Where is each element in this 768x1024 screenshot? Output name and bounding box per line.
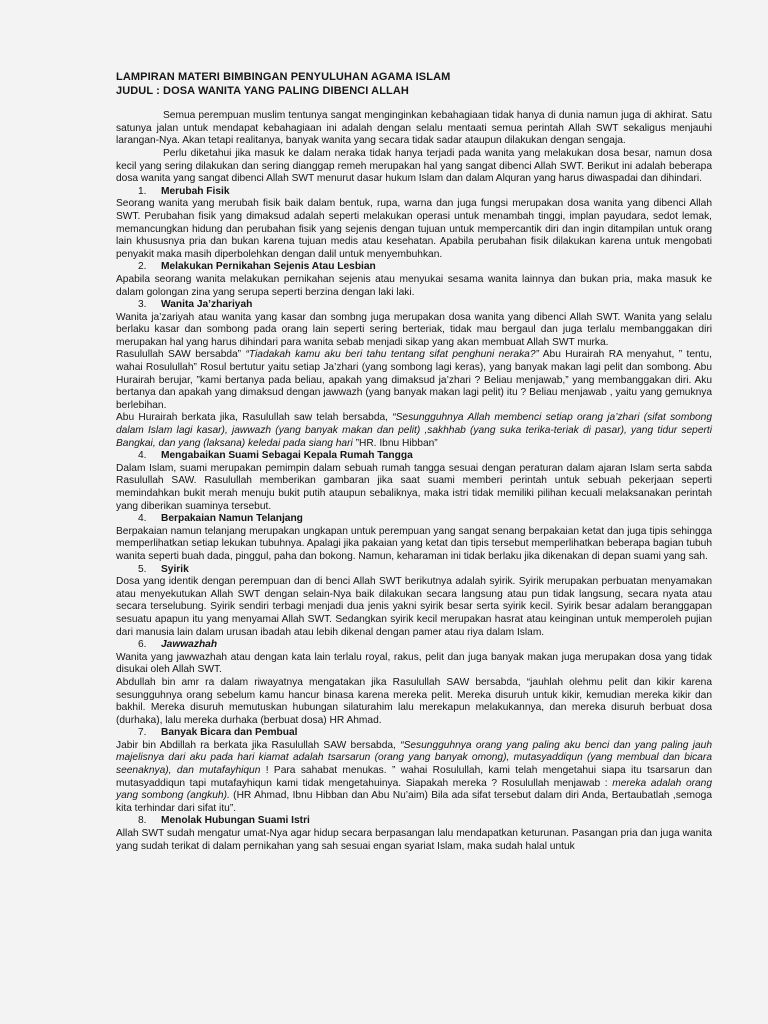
- section-title: Menolak Hubungan Suami Istri: [161, 815, 310, 827]
- section-number: 5.: [138, 563, 147, 575]
- intro-paragraph-2: Perlu diketahui jika masuk ke dalam neraka tidak hanya terjadi pada wanita yang melakukan dosa besar, namun dosa kecil yang sering dilakukan dan sering dianggap remeh merupakan hal yang sangat dibenci Allah SWT. Berikut ini adalah beberapa dosa wanita yang sangat dibenci Allah SWT menurut dasar hukum Islam dan dalam Alquran yang harus diwaspadai dan dihindari.: [116, 147, 712, 185]
- intro-paragraph-1: Semua perempuan muslim tentunya sangat menginginkan kebahagiaan tidak hanya di dunia namun juga di akhirat. Satu satunya jalan untuk mendapat kebahagiaan ini adalah dengan selalu mentaati semua perintah Allah SWT sekaligus menjauhi larangan-Nya. Akan tetapi realitanya, banyak wanita yang secara tidak sadar ataupun dilakukan dengan sengaja.: [116, 110, 712, 147]
- hadith-quote: “Sesungguhnya Allah membenci setiap orang ja’zhari (sifat sombong dalam Islam lagi kasar), jawwazh (yang banyak makan dan pelit) ,sakhhab (yang suka terika-teriak di pasar), yang tidur seperti Bangkai, dan yang (laksana) keledai pada siang hari: [116, 412, 712, 449]
- section-number: 1.: [138, 185, 147, 197]
- section-6-text: Dosa yang identik dengan perempuan dan di benci Allah SWT berikutnya adalah syirik. Syirik merupakan perbuatan menyamakan atau menyekutukan Allah SWT dengan selain-Nya baik dilakukan secara langsung atau pun tidak langsung, secara nyata atau secara terselubung. Syirik sendiri terbagi menjadi dua jenis yakni syirik besar serta syirik kecil. Syirik besar adalam beranggapan sesuatu apapun itu yang menyamai Allah SWT. Sedangkan syirik kecil merupakan hasrat atau keinginan untuk memperoleh pujian dari manusia lain dalam urusan ibadah atau lebih dikenal dengan pamer atau riya dalam Islam.: [116, 576, 712, 638]
- hadith-intro: Abu Hurairah berkata jika, Rasulullah saw telah bersabda,: [116, 412, 393, 424]
- section-number: 8.: [138, 815, 147, 827]
- section-heading-6: [116, 564, 712, 577]
- section-title: Wanita Ja’zhariyah: [161, 299, 253, 311]
- section-4-text: Dalam Islam, suami merupakan pemimpin dalam sebuah rumah tangga sesuai dengan peraturan dalam ajaran Islam serta sabda Rasulullah SAW. Rasulullah memberikan gambaran jika saat suami memberi perintah untuk sebuah pekerjaan seperti memindahkan bukit merah menuju bukit putih ataupun sebaliknya, maka istri tidak memiliki pilihan kecuali melaksanakan perintah yang diberikan suaminya tersebut.: [116, 462, 712, 512]
- section-3-text: Wanita ja’zariyah atau wanita yang kasar dan sombng juga merupakan dosa wanita yang dibenci Allah SWT. Wanita yang selalu berlaku kasar dan sombong pada orang lain seperti sering berteriak, tidak mau bergaul dan juga terlalu membanggakan diri merupakan hal yang harus dihindari para wanita sebab menjadi sikap yang akan membuat Allah SWT murka.: [116, 311, 712, 348]
- document-content: [116, 71, 712, 853]
- section-number: 4.: [138, 513, 147, 525]
- section-title: Mengabaikan Suami Sebagai Kepala Rumah Tangga: [161, 450, 413, 462]
- section-1-text: Seorang wanita yang merubah fisik baik dalam bentuk, rupa, warna dan juga fungsi merupakan dosa wanita yang dibenci Allah SWT. Perubahan fisik yang dimaksud adalah seperti melakukan operasi untuk menambah tinggi, implan payudara, sedot lemak, memancungkan hidung dan perubahan fisik yang sejenis dengan tujuan untuk mempercantik diri dan ingin ditampilan untuk orang lain khususnya pria dan bukan karena tujuan medis atau kesehatan. Apabila perubahan fisik dilakukan karena untuk mengobati penyakit maka masih diperbolehkan dengan dalil untuk menyembuhkan.: [116, 198, 712, 260]
- section-title: Banyak Bicara dan Pembual: [161, 727, 298, 739]
- hadith-source: (HR Ahmad, Ibnu Hibban dan Abu Nu’aim) Bila ada sifat tersebut dalam diri Anda, Bertaubatlah ,semoga kita terhindar dari sifat itu”.: [116, 790, 712, 814]
- section-8-text: [116, 740, 712, 816]
- document-title-line-1: LAMPIRAN MATERI BIMBINGAN PENYULUHAN AGAMA ISLAM: [116, 71, 451, 83]
- section-heading-9: [116, 815, 712, 828]
- section-heading-8: [116, 727, 712, 740]
- hadith-continuation: ! Para sahabat menukas. ” wahai Rosulullah, kami telah mengetahui siapa itu tsarsarun dan mutasyaddiqun tapi mutafayhiqun kami tidak mengetahuinya. Siapakah mereka ? Rosulullah menjawab :: [116, 765, 712, 789]
- section-heading-5: [116, 513, 712, 526]
- section-number: 6.: [138, 639, 147, 651]
- section-3-hadith-1: [116, 349, 712, 412]
- section-2-text: Apabila seorang wanita melakukan pernikahan sejenis atau menyukai sesama wanita lainnya dan bukan pria, maka masuk ke dalam golongan zina yang serupa seperti berzina dengan laki laki.: [116, 273, 712, 298]
- section-7-text: Wanita yang jawwazhah atau dengan kata lain terlalu royal, rakus, pelit dan juga banyak makan juga merupakan dosa yang tidak disukai oleh Allah SWT.: [116, 651, 712, 676]
- hadith-intro: Rasulullah SAW bersabda”: [116, 349, 246, 361]
- section-heading-4: [116, 450, 712, 463]
- section-title: Berpakaian Namun Telanjang: [161, 513, 303, 525]
- section-3-hadith-2: [116, 412, 712, 450]
- section-5-text: Berpakaian namun telanjang merupakan ungkapan untuk perempuan yang sangat senang berpakaian ketat dan juga tipis sehingga memperlihatkan setiap lekukan tubuhnya. Apalagi jika pakaian yang ketat dan tipis tersebut memperlihatkan beberapa bagian tubuh wanita seperti buah dada, pinggul, paha dan bokong. Namun, keharaman ini tidak berlaku jika dikenakan di depan suami yang sah.: [116, 525, 712, 562]
- hadith-quote: “Sesungguhnya orang yang paling aku benci dan yang paling jauh majelisnya dari aku pada hari kiamat adalah tsarsarun (orang yang banyak omong), mutasyaddiqun (yang membual dan bicara seenaknya), dan mutafayhiqun: [116, 739, 712, 777]
- section-title: Jawwazhah: [161, 639, 218, 651]
- hadith-source: ”HR. Ibnu Hibban”: [352, 437, 438, 449]
- document-title-line-2: JUDUL : DOSA WANITA YANG PALING DIBENCI ALLAH: [116, 84, 409, 97]
- section-7-hadith: Abdullah bin amr ra dalam riwayatnya mengatakan jika Rasulullah SAW bersabda, “jauhlah olehmu pelit dan kikir karena sesungguhnya orang sebelum kamu hancur binasa karena mereka pelit. Mereka disuruh untuk kikir, kemudian mereka kikir dan bakhil. Mereka disuruh memutuskan hubungan silaturahim lalu merekapun melakukannya, dan mereka disuruh berbuat dosa (durhaka), lalu mereka durhaka (berbuat dosa) HR Ahmad.: [116, 676, 712, 726]
- section-heading-1: [116, 186, 712, 199]
- hadith-continuation: Abu Hurairah RA menyahut, ” tentu, wahai Rosulullah” Rosul bertutur yaitu setiap Ja’zhari (yang sombong lagi keras), yang banyak makan lagi pelit dan sombong. Abu Hurairah berujar, ”kami bertanya pada beliau, apakah yang dimaksud ja’zhari ? Beliau menjawab,” yang membanggakan diri. Aku bertanya dan apakah yang dimaksud dengan jawwazh (yang banyak makan lagi pelit) itu ? Beliau menjawab , yaitu yang gemuknya berlebihan.: [116, 349, 712, 411]
- section-heading-7: [116, 639, 712, 652]
- hadith-intro: Jabir bin Abdillah ra berkata jika Rasulullah SAW bersabda,: [116, 739, 401, 751]
- section-number: 4.: [138, 450, 147, 462]
- hadith-answer: mereka adalah orang yang sombong (angkuh).: [116, 777, 712, 802]
- section-heading-3: [116, 299, 712, 312]
- section-title: Melakukan Pernikahan Sejenis Atau Lesbian: [161, 261, 376, 273]
- section-title: Syirik: [161, 563, 189, 575]
- section-title: Merubah Fisik: [161, 185, 230, 197]
- section-number: 7.: [138, 727, 147, 739]
- section-number: 2.: [138, 261, 147, 273]
- section-number: 3.: [138, 299, 147, 311]
- section-heading-2: [116, 261, 712, 274]
- section-9-text: Allah SWT sudah mengatur umat-Nya agar hidup secara berpasangan lalu mendapatkan keturunan. Pasangan pria dan juga wanita yang sudah terikat di dalam pernikahan yang sah sesuai engan syariat Islam, maka sudah halal untuk: [116, 828, 712, 852]
- hadith-quote: “Tiadakah kamu aku beri tahu tentang sifat penghuni neraka?”: [245, 349, 539, 361]
